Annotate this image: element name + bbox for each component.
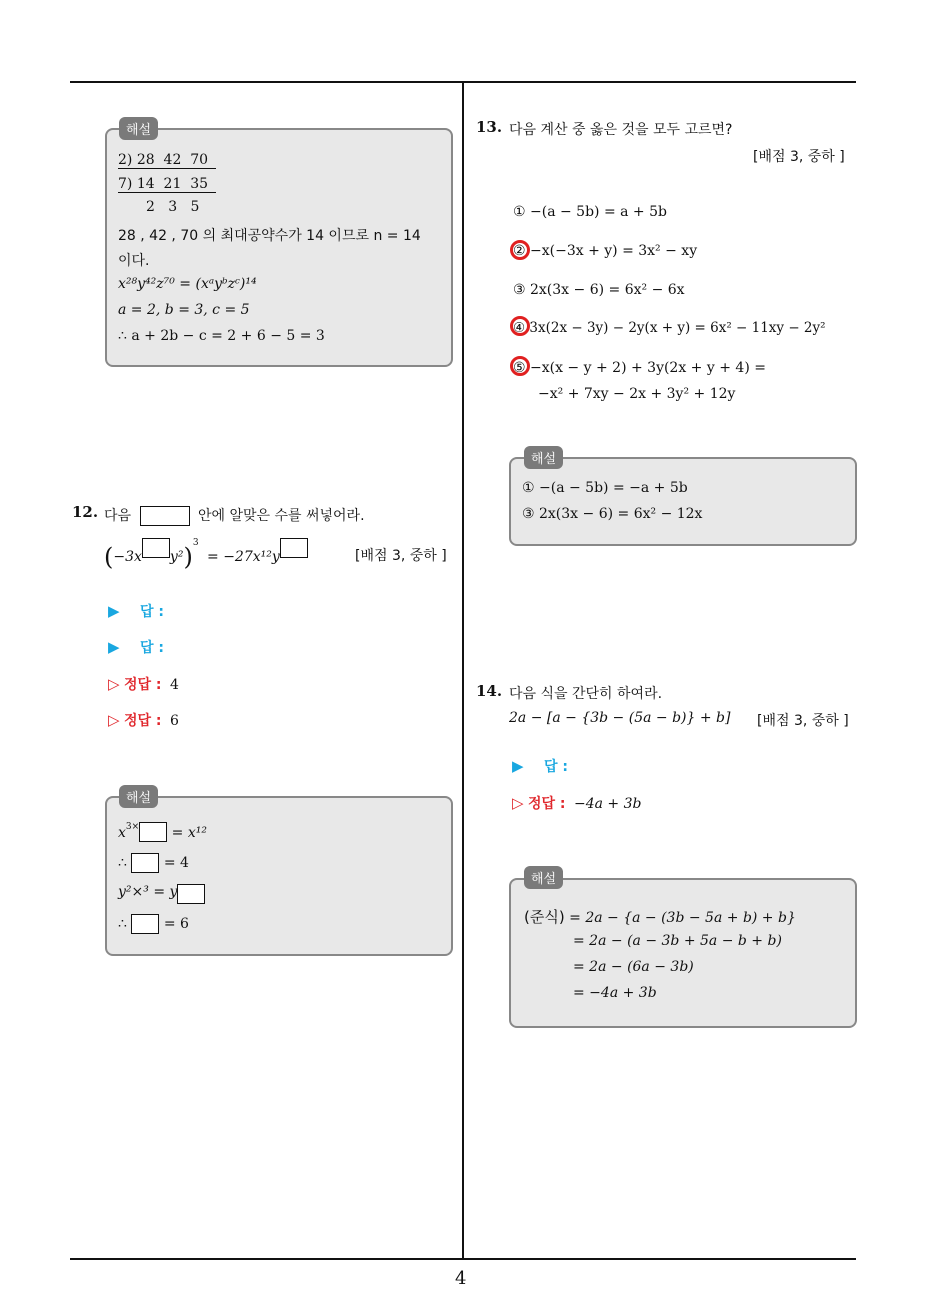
question-prompt: 다음 계산 중 옳은 것을 모두 고르면? <box>509 122 733 138</box>
solution-box-13 <box>509 457 857 546</box>
blank-box <box>139 822 167 842</box>
blank-box <box>177 884 205 904</box>
eq-part: = 2a − {a − (3b − 5a + b) + b} <box>569 910 796 926</box>
eq-part: = 6 <box>163 916 189 932</box>
question-prompt: 다음 식을 간단히 하여라. <box>509 686 663 702</box>
therefore-symbol: ∴ <box>118 916 127 932</box>
arrow-icon: ▶ <box>108 638 120 656</box>
expr-part: = −27x¹²y <box>207 549 280 565</box>
correct-answer-row <box>512 793 641 813</box>
outline-arrow-icon: ▷ <box>108 675 120 693</box>
division-row-3: 2 3 5 <box>146 199 200 215</box>
solution-equation <box>118 914 189 934</box>
solution-equation: = 2a − (6a − 3b) <box>573 959 694 975</box>
column-divider <box>462 82 464 1259</box>
question-expression: (−3x y²)$^3$ = −27x¹²y <box>104 538 308 571</box>
points-label: [배점 3, 중하 ] <box>753 149 845 165</box>
answer-row <box>108 601 164 621</box>
correct-label: 정답 : <box>124 677 162 693</box>
question-prompt <box>104 505 365 526</box>
solution-equation: a = 2, b = 3, c = 5 <box>118 302 250 318</box>
correct-label: 정답 : <box>124 713 162 729</box>
expr-part: −3x <box>113 549 142 565</box>
solution-tag: 해설 <box>524 866 563 889</box>
question-number: 13. <box>476 118 503 136</box>
points-label: [배점 3, 중하 ] <box>355 548 447 564</box>
solution-equation <box>118 822 207 842</box>
option-4: ④ 3x(2x − 3y) − 2y(x + y) = 6x² − 11xy − 2y² <box>513 320 826 336</box>
blank-box <box>280 538 308 558</box>
option-1: ① −(a − 5b) = a + 5b <box>513 204 667 220</box>
answer-label: 답 : <box>140 604 164 620</box>
option-2: ② −x(−3x + y) = 3x² − xy <box>513 243 698 259</box>
prompt-part: 안에 알맞은 수를 써넣어라. <box>197 508 365 524</box>
division-text: 2) 28 42 70 <box>118 152 216 169</box>
answer-row <box>108 637 164 657</box>
solution-text: 28 , 42 , 70 의 최대공약수가 14 이므로 n = 14 <box>118 228 421 244</box>
correct-value: 6 <box>169 713 179 729</box>
division-text: 7) 14 21 35 <box>118 176 216 193</box>
solution-equation: = 2a − (a − 3b + 5a − b + b) <box>573 933 782 949</box>
solution-equation: ③ 2x(3x − 6) = 6x² − 12x <box>522 506 703 522</box>
expr-exponent: 3 <box>192 538 199 548</box>
therefore-symbol: ∴ <box>118 855 127 871</box>
answer-label: 답 : <box>140 640 164 656</box>
eq-part: = 4 <box>163 855 189 871</box>
correct-value: 4 <box>169 677 179 693</box>
outline-arrow-icon: ▷ <box>108 711 120 729</box>
solution-equation: ① −(a − 5b) = −a + 5b <box>522 480 688 496</box>
blank-box <box>131 914 159 934</box>
solution-equation: x²⁸y⁴²z⁷⁰ = (xᵃyᵇzᶜ)¹⁴ <box>118 276 257 292</box>
eq-part: x <box>118 825 126 841</box>
solution-tag: 해설 <box>119 785 158 808</box>
correct-label: 정답 : <box>528 796 566 812</box>
bottom-rule <box>70 1258 856 1260</box>
answer-row <box>512 756 568 776</box>
blank-box <box>140 506 190 526</box>
blank-box <box>142 538 170 558</box>
eq-exponent: 3× <box>125 822 140 832</box>
question-number: 14. <box>476 682 503 700</box>
solution-tag: 해설 <box>524 446 563 469</box>
blank-box <box>131 853 159 873</box>
option-5-continued: −x² + 7xy − 2x + 3y² + 12y <box>538 386 736 402</box>
solution-equation <box>524 906 796 927</box>
points-label: [배점 3, 중하 ] <box>757 713 849 729</box>
correct-value: −4a + 3b <box>573 796 642 812</box>
correct-answer-row <box>108 710 179 730</box>
solution-equation <box>118 853 189 873</box>
option-5: ⑤ −x(x − y + 2) + 3y(2x + y + 4) = <box>513 360 766 376</box>
solution-tag: 해설 <box>119 117 158 140</box>
page-number: 4 <box>455 1268 467 1289</box>
outline-arrow-icon: ▷ <box>512 794 524 812</box>
arrow-icon: ▶ <box>512 757 524 775</box>
correct-answer-row <box>108 674 179 694</box>
eq-part: y²×³ = y <box>118 884 178 900</box>
division-row-2 <box>118 176 216 192</box>
arrow-icon: ▶ <box>108 602 120 620</box>
solution-equation: = −4a + 3b <box>573 985 657 1001</box>
division-row-1 <box>118 152 230 168</box>
prompt-part: 다음 <box>104 508 132 524</box>
option-3: ③ 2x(3x − 6) = 6x² − 6x <box>513 282 685 298</box>
solution-equation <box>118 884 205 904</box>
solution-box-14 <box>509 878 857 1028</box>
question-expression: 2a − [a − {3b − (5a − b)} + b] <box>509 710 731 726</box>
expr-part: y² <box>169 549 184 565</box>
solution-text: 이다. <box>118 253 150 269</box>
question-number: 12. <box>72 503 99 521</box>
eq-label: (준식) <box>524 908 565 926</box>
answer-label: 답 : <box>544 759 568 775</box>
eq-part: = x¹² <box>171 825 207 841</box>
solution-equation: ∴ a + 2b − c = 2 + 6 − 5 = 3 <box>118 328 325 344</box>
